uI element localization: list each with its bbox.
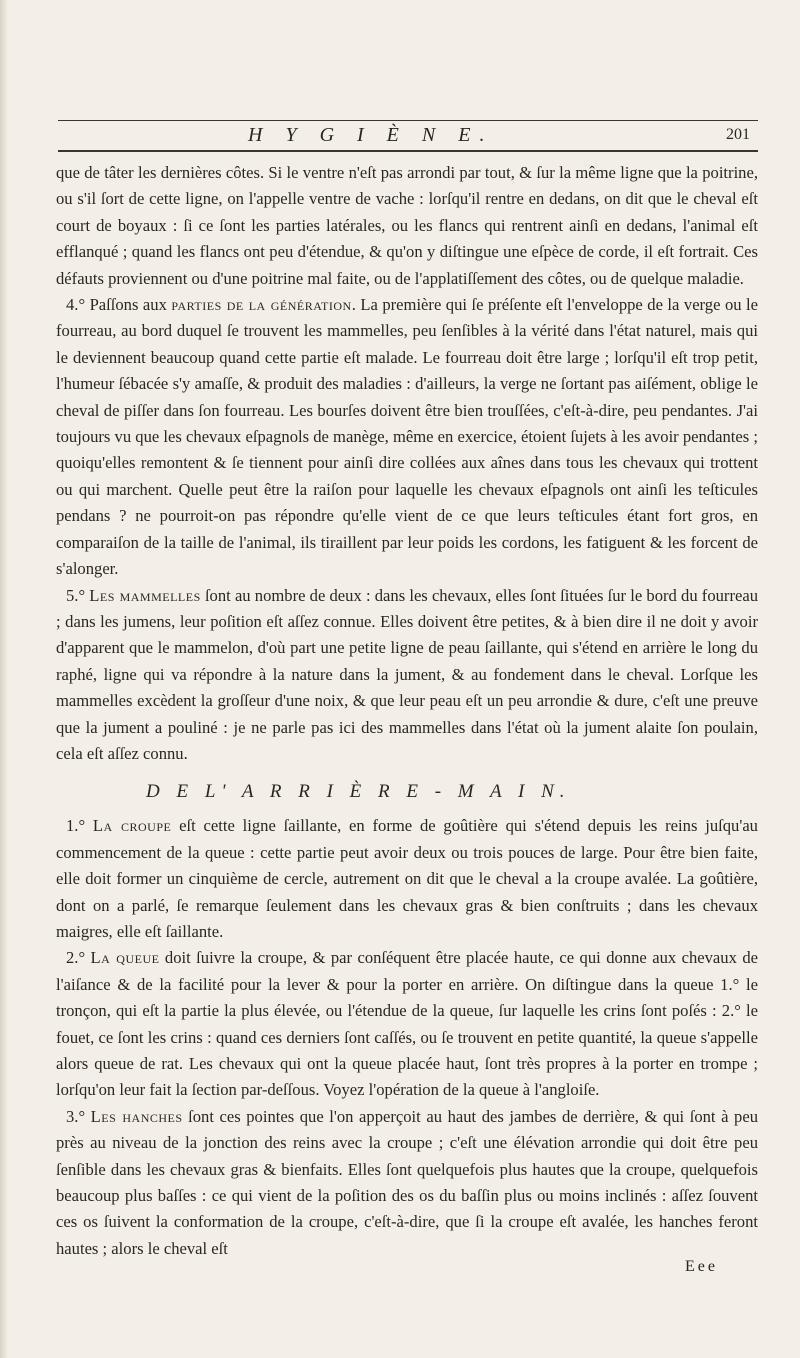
item-heading: Les hanches [90, 1106, 183, 1126]
page-edge-shadow [0, 0, 8, 1358]
running-title: H Y G I È N E. [248, 124, 494, 146]
paragraph-generation [56, 292, 758, 582]
item-heading: Les mammelles [89, 585, 201, 605]
catchword: Eee [685, 1258, 718, 1276]
paragraph-text: doit ſuivre la croupe, & par conſéquent être placée haute, ce qui donne aux chevaux de l'aiſance & de la facilité pour la lever & pour la porter en arrière. On diſtingue dans la queue 1.° le tronçon, qui eſt la partie la plus élevée, ou l'étendue de la queue, ſur laquelle les crins ſont poſés : 2.° le fouet, ce ſont les crins : quand ces derniers ſont caſſés, ou ſe trouvent en petite quantité, la queue s'appelle alors queue de rat. Les chevaux qui ont la queue placée haut, ſont très propres à la porter en trompe ; lorſqu'on leur fait la ſection par-deſſous. Voyez l'opération de la queue à l'angloiſe. [56, 948, 758, 1100]
item-number: 2.° [66, 948, 91, 968]
item-heading: La queue [90, 948, 160, 968]
item-number: 5.° [66, 585, 90, 605]
section-title: D E L' A R R I È R E - M A I N. [146, 781, 571, 803]
item-number: 1.° [66, 816, 93, 836]
paragraph-text: ſont ces pointes que l'on apperçoit au haut des jambes de derrière, & qui ſont à peu près au niveau de la jonction des reins avec la croupe ; c'eſt une élévation arrondie qui doit être peu ſenſible dans les chevaux gras & bienfaits. Elles ſont quelquefois plus hautes que la croupe, quelquefois beaucoup plus baſſes : ce qui vient de la poſition des os du baſſin plus ou moins inclinés : aſſez ſouvent ces os ſuivent la conformation de la croupe, c'eſt-à-dire, que ſi la croupe eſt avalée, les hanches feront hautes ; alors le cheval eſt [56, 1106, 758, 1258]
paragraph-hanches [56, 1104, 758, 1262]
page-body [56, 160, 758, 1276]
paragraph-text: eſt cette ligne ſaillante, en forme de goûtière qui s'étend depuis les reins juſqu'au commencement de la queue : cette partie peut avoir deux ou trois pouces de large. Pour être bien faite, elle doit former un cinquième de cercle, autrement on dit que le cheval a la croupe avalée. La goûtière, dont on a parlé, ſe remarque ſeulement dans les chevaux gras & bien conſtruits ; dans les chevaux maigres, elle eſt ſaillante. [56, 816, 758, 941]
item-number: 3.° [66, 1106, 91, 1126]
header-rule-top [58, 120, 758, 121]
item-number: 4.° Paſſons aux [66, 295, 172, 315]
page-header [58, 112, 758, 152]
header-rule-bottom [58, 150, 758, 152]
paragraph-mammelles [56, 583, 758, 768]
paragraph-queue [56, 945, 758, 1103]
paragraph-croupe [56, 813, 758, 945]
paragraph-text: que de tâter les dernières côtes. Si le ventre n'eſt pas arrondi par tout, & ſur la même ligne que la poitrine, ou s'il ſort de cette ligne, on l'appelle ventre de vache : lorſqu'il rentre en dedans, on dit que le cheval eſt court de boyaux : ſi ce ſont les parties latérales, ou les flancs qui rentrent ainſi en dedans, l'animal eſt efflanqué ; quand les flancs ont peu d'étendue, & qu'on y diſtingue une eſpèce de corde, il eſt fortrait. Ces défauts proviennent ou d'une poitrine mal faite, ou de l'applatiſſement des côtes, ou de quelque maladie. [56, 163, 758, 288]
paragraph-text: ſont au nombre de deux : dans les chevaux, elles ſont ſituées ſur le bord du fourreau ; dans les jumens, leur poſition eſt aſſez connue. Elles doivent être petites, & à bien dire il ne doit y avoir d'apparent que le mammelon, d'où part une petite ligne de peau ſaillante, qui s'étend en arrière le long du raphé, ligne qui va répondre à la nature dans la jument, & au fondement dans le cheval. Lorſque les mammelles excèdent la groſſeur d'une noix, & que leur peau eſt un peu arrondie & dure, c'eſt une preuve que la jument a pouliné : je ne parle pas ici des mammelles dans l'état où la jument alaite ſon poulain, cela eſt aſſez connu. [56, 585, 758, 763]
item-heading: parties de la génération [171, 295, 352, 315]
page-number: 201 [726, 126, 750, 143]
paragraph-ventre [56, 160, 758, 292]
item-heading: La croupe [92, 816, 172, 836]
paragraph-text: . La première qui ſe préſente eſt l'enveloppe de la verge ou le fourreau, au bord duquel ſe trouvent les mammelles, peu ſenſibles à la vérité dans l'état naturel, mais qui le deviennent beaucoup quand cette partie eſt malade. Le fourreau doit être large ; lorſqu'il eſt trop petit, l'humeur ſébacée s'y amaſſe, & produit des maladies : d'ailleurs, la verge ne ſortant pas aiſément, oblige le cheval de piſſer dans ſon fourreau. Les bourſes doivent être bien trouſſées, c'eſt-à-dire, peu pendantes. J'ai toujours vu que les chevaux eſpagnols de manège, même en exercice, étoient ſujets à les avoir pendantes ; quoiqu'elles remontent & ſe tiennent pour ainſi dire collées aux aînes dans tous les chevaux qui trottent ou qui marchent. Quelle peut être la raiſon pour laquelle les chevaux eſpagnols ont ainſi les teſticules pendans ? ne pourroit-on pas répondre qu'elle vient de ce que leurs teſticules étant fort gros, en comparaiſon de la taille de l'animal, ils tiraillent par leur poids les cordons, les fatiguent & les forcent de s'alonger. [56, 295, 759, 579]
